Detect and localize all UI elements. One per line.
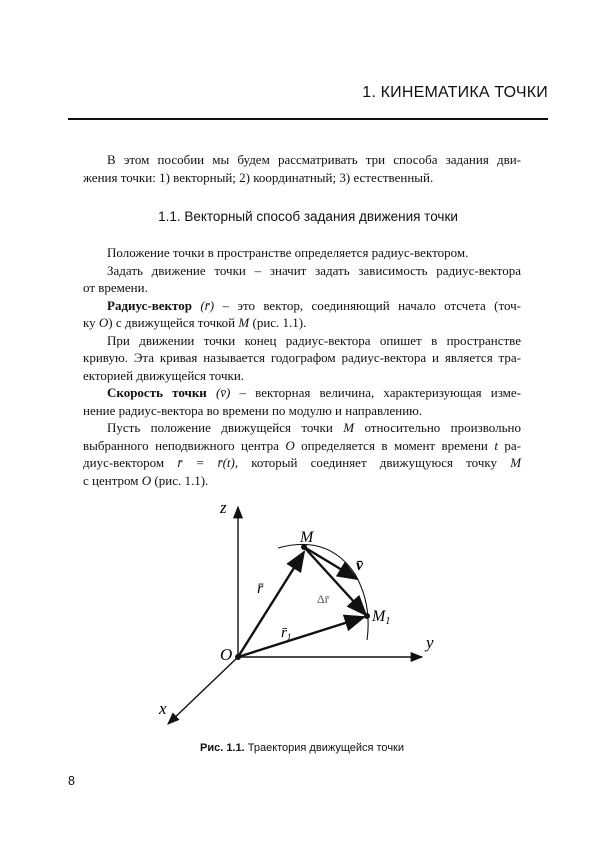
page-number: 8 [68,774,75,788]
x-axis [168,657,238,724]
label-r: r̄ [257,580,264,597]
label-m: M [300,529,314,546]
formula-r-of-t: r̄ = r̄(t), [177,455,239,470]
label-x: x [159,699,167,718]
paragraph-let-line-1: Пусть положение движущейся точки M относительно произвольно [107,420,521,435]
caption-label: Рис. 1.1. [199,742,245,754]
label-delta-r: Δr̄ [317,592,329,606]
label-r1: $r̄_1$ [281,625,292,642]
label-v: v̄ [356,557,364,574]
paragraph-velocity-line-2: нение радиус-вектора во времени по модулю и направлению. [83,402,423,418]
paragraph-motion-line-2: от времени. [83,280,148,295]
paragraph-position: Положение точки в пространстве определяется радиус-вектором. [107,245,469,260]
symbol-r: (r̄) [200,297,215,313]
radius-vector-r [238,552,304,657]
point-m1 [364,613,370,619]
paragraph-motion-line-1: Задать движение точки – значит задать зависимость радиус-вектора [107,262,521,278]
figure-caption [83,742,521,754]
paragraph-velocity-line-1: Скорость точки (v̄) – векторная величина, характеризующая изме- [107,385,521,400]
paragraph-hodograph-line-3: екторией движущейся точки. [83,367,245,383]
paragraph-let-line-4: с центром O (рис. 1.1). [83,472,209,488]
label-z: z [220,498,227,517]
caption-text: Траектория движущейся точки [247,742,405,754]
velocity-vector [304,547,357,579]
paragraph-let-line-3: диус-вектором r̄ = r̄(t), который соединяет движущуюся точку M [83,455,522,470]
radius-vector-r1 [238,617,364,657]
paragraph-radius-vector-line-1: Радиус-вектор (r̄) – это вектор, соединяющий начало отсчета (точ- [107,297,521,313]
intro-paragraph [83,151,521,186]
term-velocity: Скорость точки [107,385,207,400]
term-radius-vector: Радиус-вектор [107,297,192,313]
paragraph-radius-vector-line-2: ку O) с движущейся точкой M (рис. 1.1). [83,315,307,330]
figure-trajectory-diagram [150,492,450,732]
intro-line-1: В этом пособии мы будем рассматривать три способа задания дви- [107,152,521,167]
paragraph-hodograph-line-1: При движении точки конец радиус-вектора опишет в пространстве [107,332,521,348]
origin-point [235,654,241,660]
label-origin: O [220,645,233,664]
label-m1: M1 [372,608,391,627]
chapter-divider [68,118,548,120]
paragraph-let-line-2: выбранного неподвижного центра O определяется в момент времени t ра- [83,437,521,453]
symbol-v: (v̄) [215,385,231,400]
chapter-title: 1. КИНЕМАТИКА ТОЧКИ [362,84,548,101]
paragraph-hodograph-line-2: кривую. Эта кривая называется годографом радиус-вектора и является тра- [83,350,521,365]
section-title: 1.1. Векторный способ задания движения точки [158,209,458,224]
intro-line-2: жения точки: 1) векторный; 2) координатный; 3) естественный. [83,169,434,185]
body-text [83,244,521,489]
label-y: y [426,633,434,652]
